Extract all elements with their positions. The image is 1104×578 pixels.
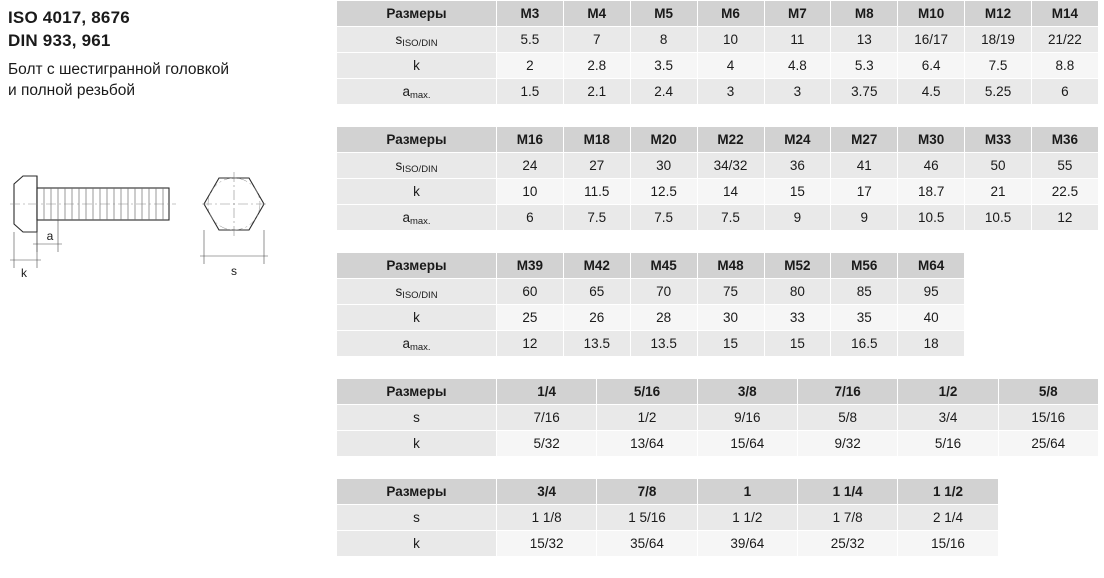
table-cell: 10: [497, 179, 564, 205]
table-cell: 5.25: [965, 79, 1032, 105]
table-header-cell: 7/8: [597, 479, 697, 505]
product-description-line-1: Болт с шестигранной головкой: [8, 61, 230, 78]
table-header-cell: M8: [831, 1, 898, 27]
row-label-main: k: [413, 310, 420, 325]
table-cell: 55: [1032, 153, 1099, 179]
table-header-label: Размеры: [337, 1, 497, 27]
table-cell: 70: [630, 279, 697, 305]
table-header-cell: 7/16: [797, 379, 897, 405]
table-cell: 7: [563, 27, 630, 53]
table-cell: 18.7: [898, 179, 965, 205]
table-cell: 25/64: [998, 431, 1098, 457]
table-header-label: Размеры: [337, 479, 497, 505]
table-cell: 15/32: [497, 531, 597, 557]
table-cell: 2.1: [563, 79, 630, 105]
table-cell: 16.5: [831, 331, 898, 357]
table-header-cell: [1032, 253, 1099, 279]
table-cell: 21/22: [1032, 27, 1099, 53]
table-cell: 9/32: [797, 431, 897, 457]
table-cell: [965, 305, 1032, 331]
table-cell: 25: [497, 305, 564, 331]
table-cell: 46: [898, 153, 965, 179]
table-header-cell: M24: [764, 127, 831, 153]
row-label-sub: max.: [409, 90, 431, 101]
standard-line-1: ISO 4017, 8676: [8, 8, 130, 27]
row-label: [337, 153, 497, 179]
table-header-cell: 3/4: [497, 479, 597, 505]
table-cell: 18/19: [965, 27, 1032, 53]
table-cell: 5.5: [497, 27, 564, 53]
table-cell: 1 7/8: [797, 505, 897, 531]
table-cell: 11: [764, 27, 831, 53]
table-cell: [998, 531, 1098, 557]
row-label-main: k: [413, 58, 420, 73]
table-cell: 16/17: [898, 27, 965, 53]
table-header-cell: 3/8: [697, 379, 797, 405]
table-cell: 60: [497, 279, 564, 305]
table-cell: 28: [630, 305, 697, 331]
table-header-cell: 1 1/4: [797, 479, 897, 505]
table-header-cell: M64: [898, 253, 965, 279]
table-cell: 27: [563, 153, 630, 179]
row-label-sub: max.: [409, 342, 431, 353]
row-label: [337, 405, 497, 431]
table-cell: 35: [831, 305, 898, 331]
table-row: [337, 153, 1099, 179]
row-label-main: s: [395, 284, 403, 299]
table-cell: 1 1/8: [497, 505, 597, 531]
table-cell: [965, 331, 1032, 357]
table-cell: 39/64: [697, 531, 797, 557]
table-row: [337, 53, 1099, 79]
table-cell: 15: [697, 331, 764, 357]
table-cell: 10: [697, 27, 764, 53]
table-row: [337, 531, 1099, 557]
row-label: [337, 179, 497, 205]
product-description: [8, 59, 328, 101]
table-header-cell: M3: [497, 1, 564, 27]
table-cell: 10.5: [898, 205, 965, 231]
row-label-main: a: [402, 336, 410, 351]
table-cell: 5/8: [797, 405, 897, 431]
row-label-sub: ISO/DIN: [402, 290, 438, 301]
table-row: [337, 79, 1099, 105]
table-cell: 22.5: [1032, 179, 1099, 205]
dimension-table-metric-1: [336, 0, 1099, 105]
row-label: [337, 431, 497, 457]
row-label: [337, 27, 497, 53]
table-header-cell: 5/8: [998, 379, 1098, 405]
table-header-cell: M4: [563, 1, 630, 27]
table-cell: 15/16: [898, 531, 998, 557]
table-cell: 1.5: [497, 79, 564, 105]
table-cell: 2.8: [563, 53, 630, 79]
dimension-table-inch-2: [336, 478, 1099, 557]
table-cell: [998, 505, 1098, 531]
table-cell: 4.5: [898, 79, 965, 105]
table-cell: 33: [764, 305, 831, 331]
table-cell: 17: [831, 179, 898, 205]
table-cell: 6: [1032, 79, 1099, 105]
table-cell: 36: [764, 153, 831, 179]
table-header-cell: [965, 253, 1032, 279]
table-cell: 30: [630, 153, 697, 179]
row-label: [337, 331, 497, 357]
table-header-cell: M52: [764, 253, 831, 279]
row-label-main: s: [395, 158, 403, 173]
table-cell: 2 1/4: [898, 505, 998, 531]
table-cell: 3.5: [630, 53, 697, 79]
row-label: [337, 279, 497, 305]
table-cell: 5/16: [898, 431, 998, 457]
table-cell: 50: [965, 153, 1032, 179]
table-cell: [1032, 305, 1099, 331]
row-label-main: k: [413, 536, 420, 551]
table-row: [337, 331, 1099, 357]
row-label: [337, 53, 497, 79]
row-label-main: a: [402, 84, 410, 99]
dimension-table-metric-2: [336, 126, 1099, 231]
row-label-main: k: [413, 184, 420, 199]
table-cell: 35/64: [597, 531, 697, 557]
table-cell: 21: [965, 179, 1032, 205]
table-header-cell: M20: [630, 127, 697, 153]
table-cell: 65: [563, 279, 630, 305]
table-cell: 6.4: [898, 53, 965, 79]
row-label-main: a: [402, 210, 410, 225]
dimension-tables: [336, 0, 1098, 578]
table-cell: [1032, 331, 1099, 357]
row-label-main: k: [413, 436, 420, 451]
table-row: [337, 279, 1099, 305]
table-cell: 14: [697, 179, 764, 205]
table-row: [337, 179, 1099, 205]
table-cell: 1/2: [597, 405, 697, 431]
table-header-cell: M12: [965, 1, 1032, 27]
row-label: [337, 205, 497, 231]
table-cell: 5.3: [831, 53, 898, 79]
table-cell: 8.8: [1032, 53, 1099, 79]
row-label: [337, 305, 497, 331]
table-cell: 7.5: [965, 53, 1032, 79]
table-cell: [965, 279, 1032, 305]
table-header-cell: M18: [563, 127, 630, 153]
table-header-cell: 1 1/2: [898, 479, 998, 505]
row-label: [337, 79, 497, 105]
table-cell: 10.5: [965, 205, 1032, 231]
table-cell: 9: [764, 205, 831, 231]
table-cell: 24: [497, 153, 564, 179]
table-header-cell: 5/16: [597, 379, 697, 405]
table-header-cell: 1/2: [898, 379, 998, 405]
table-header-cell: M36: [1032, 127, 1099, 153]
table-cell: 9: [831, 205, 898, 231]
standard-info-block: [8, 6, 328, 101]
table-cell: 1 5/16: [597, 505, 697, 531]
drawing-label-s: s: [231, 264, 237, 278]
row-label-sub: ISO/DIN: [402, 38, 438, 49]
table-cell: 13: [831, 27, 898, 53]
table-cell: 7.5: [563, 205, 630, 231]
table-header-label: Размеры: [337, 253, 497, 279]
table-header-cell: M14: [1032, 1, 1099, 27]
standard-line-2: DIN 933, 961: [8, 31, 111, 50]
dimension-table-metric-3: [336, 252, 1099, 357]
table-header-cell: M45: [630, 253, 697, 279]
row-label-sub: ISO/DIN: [402, 164, 438, 175]
table-cell: 7.5: [630, 205, 697, 231]
table-cell: 15/64: [697, 431, 797, 457]
table-cell: 2.4: [630, 79, 697, 105]
table-cell: 18: [898, 331, 965, 357]
table-cell: 3/4: [898, 405, 998, 431]
table-cell: 6: [497, 205, 564, 231]
table-cell: 9/16: [697, 405, 797, 431]
table-row: [337, 205, 1099, 231]
table-cell: 3: [697, 79, 764, 105]
table-header-cell: M22: [697, 127, 764, 153]
table-cell: 85: [831, 279, 898, 305]
table-cell: 30: [697, 305, 764, 331]
table-header-cell: M30: [898, 127, 965, 153]
table-header-cell: M7: [764, 1, 831, 27]
table-header-label: Размеры: [337, 379, 497, 405]
table-header-cell: [998, 479, 1098, 505]
table-cell: 41: [831, 153, 898, 179]
table-header-cell: M10: [898, 1, 965, 27]
table-cell: 2: [497, 53, 564, 79]
table-cell: 13/64: [597, 431, 697, 457]
table-header-cell: M39: [497, 253, 564, 279]
row-label: [337, 505, 497, 531]
table-cell: 15: [764, 179, 831, 205]
table-cell: 12.5: [630, 179, 697, 205]
table-cell: 12: [1032, 205, 1099, 231]
table-row: [337, 431, 1099, 457]
dimension-table-inch-1: [336, 378, 1099, 457]
table-row: [337, 405, 1099, 431]
drawing-label-k: k: [21, 266, 27, 280]
table-cell: 80: [764, 279, 831, 305]
table-cell: 8: [630, 27, 697, 53]
table-cell: 11.5: [563, 179, 630, 205]
row-label: [337, 531, 497, 557]
table-header-cell: M33: [965, 127, 1032, 153]
row-label-sub: max.: [409, 216, 431, 227]
row-label-main: s: [395, 32, 403, 47]
table-cell: 7/16: [497, 405, 597, 431]
row-label-main: s: [413, 410, 420, 425]
table-header-cell: M48: [697, 253, 764, 279]
table-cell: 95: [898, 279, 965, 305]
table-header-cell: 1/4: [497, 379, 597, 405]
table-cell: 34/32: [697, 153, 764, 179]
table-cell: 75: [697, 279, 764, 305]
table-cell: [1032, 279, 1099, 305]
drawing-label-a: a: [46, 229, 54, 243]
row-label-main: s: [413, 510, 420, 525]
hex-head-bolt-drawing: [6, 160, 326, 280]
table-cell: 25/32: [797, 531, 897, 557]
table-cell: 4: [697, 53, 764, 79]
table-cell: 3: [764, 79, 831, 105]
table-header-cell: M42: [563, 253, 630, 279]
table-cell: 13.5: [563, 331, 630, 357]
table-header-cell: M16: [497, 127, 564, 153]
table-header-cell: M56: [831, 253, 898, 279]
table-header-cell: 1: [697, 479, 797, 505]
table-cell: 12: [497, 331, 564, 357]
product-description-line-2: и полной резьбой: [8, 82, 136, 99]
table-row: [337, 305, 1099, 331]
table-header-cell: M27: [831, 127, 898, 153]
table-cell: 26: [563, 305, 630, 331]
table-cell: 15/16: [998, 405, 1098, 431]
table-cell: 40: [898, 305, 965, 331]
table-cell: 3.75: [831, 79, 898, 105]
table-cell: 5/32: [497, 431, 597, 457]
table-cell: 7.5: [697, 205, 764, 231]
table-header-label: Размеры: [337, 127, 497, 153]
table-cell: 13.5: [630, 331, 697, 357]
table-cell: 15: [764, 331, 831, 357]
table-row: [337, 505, 1099, 531]
bolt-drawing-svg: [6, 160, 326, 280]
table-cell: 4.8: [764, 53, 831, 79]
table-header-cell: M6: [697, 1, 764, 27]
table-row: [337, 27, 1099, 53]
table-header-cell: M5: [630, 1, 697, 27]
table-cell: 1 1/2: [697, 505, 797, 531]
